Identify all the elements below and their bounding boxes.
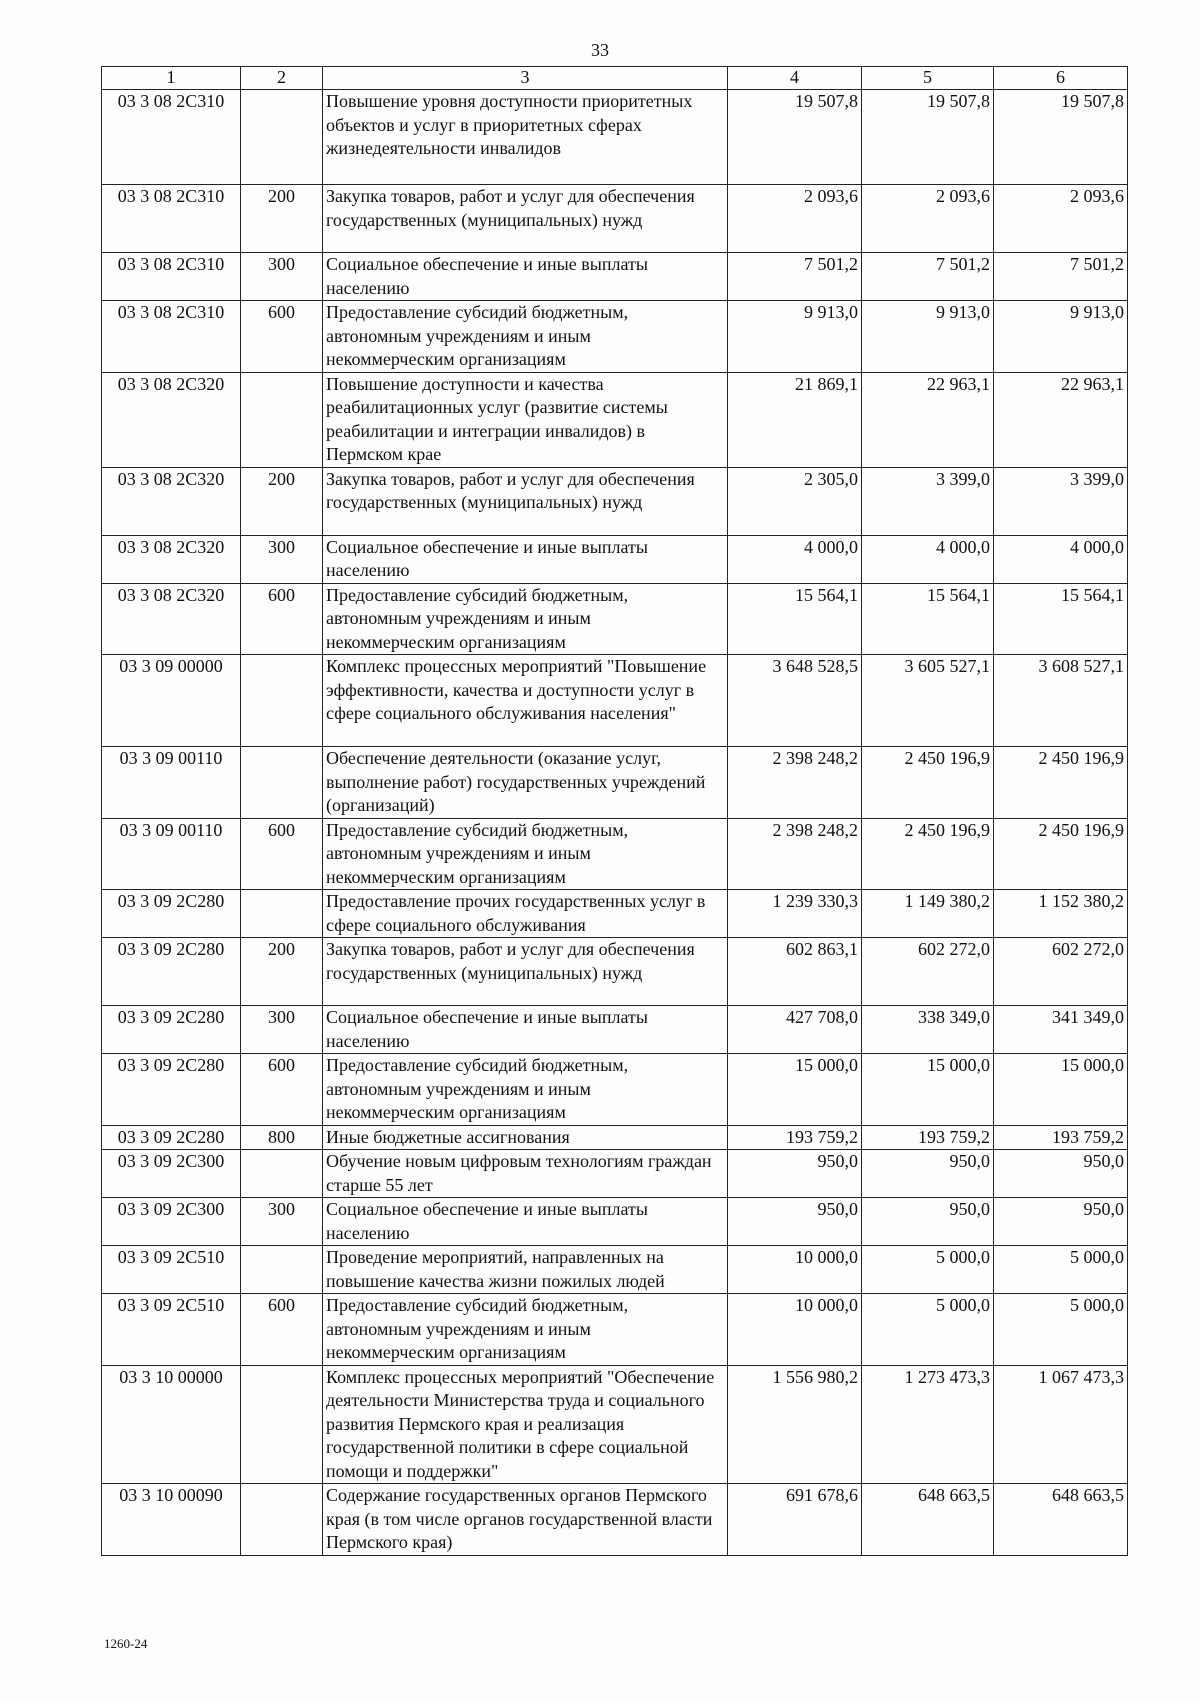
row-expense-type-cell <box>241 1246 323 1294</box>
row-name-cell: Предоставление прочих государственных услуг в сфере социального обслуживания <box>323 890 728 938</box>
row-code-cell: 03 3 09 00110 <box>102 818 241 890</box>
row-value-col6-cell: 22 963,1 <box>994 372 1128 467</box>
table-row <box>102 185 1128 253</box>
row-value-col5-cell: 3 399,0 <box>862 467 994 535</box>
row-value-col5-cell: 2 450 196,9 <box>862 747 994 819</box>
row-name-cell: Повышение уровня доступности приоритетных объектов и услуг в приоритетных сферах жизнедеятельности инвалидов <box>323 90 728 185</box>
row-value-col5-cell: 193 759,2 <box>862 1125 994 1150</box>
row-name-cell: Иные бюджетные ассигнования <box>323 1125 728 1150</box>
row-value-col4-cell: 602 863,1 <box>728 938 862 1006</box>
row-value-col4-cell: 10 000,0 <box>728 1294 862 1366</box>
row-name-cell: Повышение доступности и качества реабилитационных услуг (развитие системы реабилитации и интеграции инвалидов) в Пермском крае <box>323 372 728 467</box>
row-value-col6-cell: 193 759,2 <box>994 1125 1128 1150</box>
row-code-cell: 03 3 08 2С320 <box>102 535 241 583</box>
budget-table <box>101 66 1128 1556</box>
row-expense-type-cell: 200 <box>241 185 323 253</box>
row-value-col4-cell: 10 000,0 <box>728 1246 862 1294</box>
row-expense-type-cell: 600 <box>241 1294 323 1366</box>
table-row <box>102 1006 1128 1054</box>
row-value-col5-cell: 1 149 380,2 <box>862 890 994 938</box>
row-value-col4-cell: 2 305,0 <box>728 467 862 535</box>
row-value-col6-cell: 2 093,6 <box>994 185 1128 253</box>
row-code-cell: 03 3 09 00000 <box>102 655 241 747</box>
row-code-cell: 03 3 08 2С310 <box>102 185 241 253</box>
row-expense-type-cell <box>241 890 323 938</box>
row-name-cell: Закупка товаров, работ и услуг для обеспечения государственных (муниципальных) нужд <box>323 467 728 535</box>
row-expense-type-cell <box>241 90 323 185</box>
row-value-col4-cell: 15 000,0 <box>728 1054 862 1126</box>
row-expense-type-cell <box>241 655 323 747</box>
row-value-col6-cell: 5 000,0 <box>994 1294 1128 1366</box>
row-name-cell: Социальное обеспечение и иные выплаты населению <box>323 1006 728 1054</box>
row-code-cell: 03 3 09 2С300 <box>102 1198 241 1246</box>
row-code-cell: 03 3 09 2С280 <box>102 938 241 1006</box>
row-value-col4-cell: 2 093,6 <box>728 185 862 253</box>
table-row <box>102 747 1128 819</box>
row-code-cell: 03 3 09 2С300 <box>102 1150 241 1198</box>
row-expense-type-cell: 600 <box>241 301 323 373</box>
row-value-col6-cell: 3 608 527,1 <box>994 655 1128 747</box>
row-code-cell: 03 3 08 2С320 <box>102 372 241 467</box>
row-code-cell: 03 3 09 2С280 <box>102 1006 241 1054</box>
row-value-col4-cell: 2 398 248,2 <box>728 747 862 819</box>
table-row <box>102 1125 1128 1150</box>
row-name-cell: Предоставление субсидий бюджетным, автономным учреждениям и иным некоммерческим организациям <box>323 583 728 655</box>
row-name-cell: Социальное обеспечение и иные выплаты населению <box>323 535 728 583</box>
table-row <box>102 1484 1128 1556</box>
row-value-col4-cell: 21 869,1 <box>728 372 862 467</box>
row-value-col5-cell: 602 272,0 <box>862 938 994 1006</box>
row-name-cell: Социальное обеспечение и иные выплаты населению <box>323 1198 728 1246</box>
row-value-col4-cell: 3 648 528,5 <box>728 655 862 747</box>
row-code-cell: 03 3 09 2С510 <box>102 1294 241 1366</box>
row-expense-type-cell: 600 <box>241 583 323 655</box>
row-name-cell: Предоставление субсидий бюджетным, автономным учреждениям и иным некоммерческим организациям <box>323 818 728 890</box>
row-name-cell: Закупка товаров, работ и услуг для обеспечения государственных (муниципальных) нужд <box>323 185 728 253</box>
row-code-cell: 03 3 08 2С310 <box>102 253 241 301</box>
row-value-col6-cell: 341 349,0 <box>994 1006 1128 1054</box>
column-header: 2 <box>241 67 323 90</box>
row-expense-type-cell: 200 <box>241 467 323 535</box>
table-row <box>102 938 1128 1006</box>
row-expense-type-cell: 600 <box>241 818 323 890</box>
table-row <box>102 301 1128 373</box>
row-value-col4-cell: 950,0 <box>728 1198 862 1246</box>
row-expense-type-cell: 300 <box>241 1006 323 1054</box>
page-number: 33 <box>591 40 609 60</box>
row-value-col6-cell: 15 000,0 <box>994 1054 1128 1126</box>
document-code: 1260-24 <box>104 1636 148 1651</box>
row-name-cell: Проведение мероприятий, направленных на повышение качества жизни пожилых людей <box>323 1246 728 1294</box>
table-row <box>102 655 1128 747</box>
row-name-cell: Обеспечение деятельности (оказание услуг, выполнение работ) государственных учреждений (организаций) <box>323 747 728 819</box>
row-value-col4-cell: 1 556 980,2 <box>728 1365 862 1484</box>
row-value-col4-cell: 691 678,6 <box>728 1484 862 1556</box>
row-expense-type-cell <box>241 1150 323 1198</box>
row-value-col5-cell: 3 605 527,1 <box>862 655 994 747</box>
row-value-col6-cell: 5 000,0 <box>994 1246 1128 1294</box>
row-value-col5-cell: 338 349,0 <box>862 1006 994 1054</box>
row-code-cell: 03 3 09 2С280 <box>102 1054 241 1126</box>
row-expense-type-cell: 200 <box>241 938 323 1006</box>
row-value-col5-cell: 2 450 196,9 <box>862 818 994 890</box>
column-header: 4 <box>728 67 862 90</box>
row-expense-type-cell: 300 <box>241 253 323 301</box>
table-row <box>102 467 1128 535</box>
row-code-cell: 03 3 09 2С510 <box>102 1246 241 1294</box>
row-value-col6-cell: 3 399,0 <box>994 467 1128 535</box>
table-row <box>102 583 1128 655</box>
row-value-col5-cell: 2 093,6 <box>862 185 994 253</box>
row-value-col5-cell: 9 913,0 <box>862 301 994 373</box>
row-value-col6-cell: 19 507,8 <box>994 90 1128 185</box>
row-value-col4-cell: 9 913,0 <box>728 301 862 373</box>
row-value-col5-cell: 950,0 <box>862 1198 994 1246</box>
row-name-cell: Закупка товаров, работ и услуг для обеспечения государственных (муниципальных) нужд <box>323 938 728 1006</box>
row-value-col6-cell: 950,0 <box>994 1198 1128 1246</box>
row-name-cell: Содержание государственных органов Пермского края (в том числе органов государственной власти Пермского края) <box>323 1484 728 1556</box>
row-expense-type-cell <box>241 747 323 819</box>
row-code-cell: 03 3 08 2С320 <box>102 467 241 535</box>
row-value-col6-cell: 648 663,5 <box>994 1484 1128 1556</box>
table-row <box>102 535 1128 583</box>
row-name-cell: Предоставление субсидий бюджетным, автономным учреждениям и иным некоммерческим организациям <box>323 1054 728 1126</box>
row-value-col6-cell: 7 501,2 <box>994 253 1128 301</box>
column-header: 6 <box>994 67 1128 90</box>
row-name-cell: Предоставление субсидий бюджетным, автономным учреждениям и иным некоммерческим организациям <box>323 1294 728 1366</box>
table-header-row <box>102 67 1128 90</box>
table-row <box>102 818 1128 890</box>
row-expense-type-cell <box>241 1365 323 1484</box>
row-code-cell: 03 3 09 00110 <box>102 747 241 819</box>
row-value-col5-cell: 22 963,1 <box>862 372 994 467</box>
table-row <box>102 1150 1128 1198</box>
row-value-col5-cell: 15 564,1 <box>862 583 994 655</box>
row-expense-type-cell <box>241 1484 323 1556</box>
row-code-cell: 03 3 08 2С310 <box>102 90 241 185</box>
row-value-col6-cell: 950,0 <box>994 1150 1128 1198</box>
row-value-col5-cell: 5 000,0 <box>862 1246 994 1294</box>
row-code-cell: 03 3 08 2С310 <box>102 301 241 373</box>
row-value-col6-cell: 2 450 196,9 <box>994 818 1128 890</box>
row-value-col5-cell: 4 000,0 <box>862 535 994 583</box>
column-header: 3 <box>323 67 728 90</box>
row-expense-type-cell <box>241 372 323 467</box>
row-value-col4-cell: 950,0 <box>728 1150 862 1198</box>
row-value-col4-cell: 2 398 248,2 <box>728 818 862 890</box>
row-name-cell: Комплекс процессных мероприятий "Повышение эффективности, качества и доступности услуг в сфере социального обслуживания населения" <box>323 655 728 747</box>
row-name-cell: Предоставление субсидий бюджетным, автономным учреждениям и иным некоммерческим организациям <box>323 301 728 373</box>
table-row <box>102 372 1128 467</box>
table-row <box>102 1054 1128 1126</box>
row-value-col6-cell: 2 450 196,9 <box>994 747 1128 819</box>
row-value-col6-cell: 1 067 473,3 <box>994 1365 1128 1484</box>
row-value-col4-cell: 1 239 330,3 <box>728 890 862 938</box>
table-row <box>102 90 1128 185</box>
row-value-col5-cell: 15 000,0 <box>862 1054 994 1126</box>
row-value-col5-cell: 5 000,0 <box>862 1294 994 1366</box>
row-value-col5-cell: 1 273 473,3 <box>862 1365 994 1484</box>
table-row <box>102 890 1128 938</box>
row-code-cell: 03 3 09 2С280 <box>102 1125 241 1150</box>
row-value-col4-cell: 427 708,0 <box>728 1006 862 1054</box>
table-row <box>102 253 1128 301</box>
row-expense-type-cell: 800 <box>241 1125 323 1150</box>
row-value-col4-cell: 15 564,1 <box>728 583 862 655</box>
row-code-cell: 03 3 09 2С280 <box>102 890 241 938</box>
row-code-cell: 03 3 08 2С320 <box>102 583 241 655</box>
row-name-cell: Обучение новым цифровым технологиям граждан старше 55 лет <box>323 1150 728 1198</box>
table-row <box>102 1198 1128 1246</box>
row-code-cell: 03 3 10 00000 <box>102 1365 241 1484</box>
row-value-col5-cell: 950,0 <box>862 1150 994 1198</box>
row-value-col5-cell: 7 501,2 <box>862 253 994 301</box>
row-value-col4-cell: 193 759,2 <box>728 1125 862 1150</box>
row-name-cell: Комплекс процессных мероприятий "Обеспечение деятельности Министерства труда и социального развития Пермского края и реализация государственной политики в сфере социальной помощи и поддержки" <box>323 1365 728 1484</box>
row-value-col5-cell: 648 663,5 <box>862 1484 994 1556</box>
row-value-col6-cell: 1 152 380,2 <box>994 890 1128 938</box>
row-expense-type-cell: 300 <box>241 535 323 583</box>
row-value-col6-cell: 9 913,0 <box>994 301 1128 373</box>
row-value-col6-cell: 15 564,1 <box>994 583 1128 655</box>
table-row <box>102 1246 1128 1294</box>
table-row <box>102 1365 1128 1484</box>
column-header: 1 <box>102 67 241 90</box>
row-value-col4-cell: 7 501,2 <box>728 253 862 301</box>
row-code-cell: 03 3 10 00090 <box>102 1484 241 1556</box>
column-header: 5 <box>862 67 994 90</box>
row-value-col4-cell: 4 000,0 <box>728 535 862 583</box>
row-name-cell: Социальное обеспечение и иные выплаты населению <box>323 253 728 301</box>
table-body <box>102 90 1128 1556</box>
row-value-col5-cell: 19 507,8 <box>862 90 994 185</box>
row-expense-type-cell: 600 <box>241 1054 323 1126</box>
row-value-col6-cell: 602 272,0 <box>994 938 1128 1006</box>
row-expense-type-cell: 300 <box>241 1198 323 1246</box>
row-value-col4-cell: 19 507,8 <box>728 90 862 185</box>
row-value-col6-cell: 4 000,0 <box>994 535 1128 583</box>
table-row <box>102 1294 1128 1366</box>
